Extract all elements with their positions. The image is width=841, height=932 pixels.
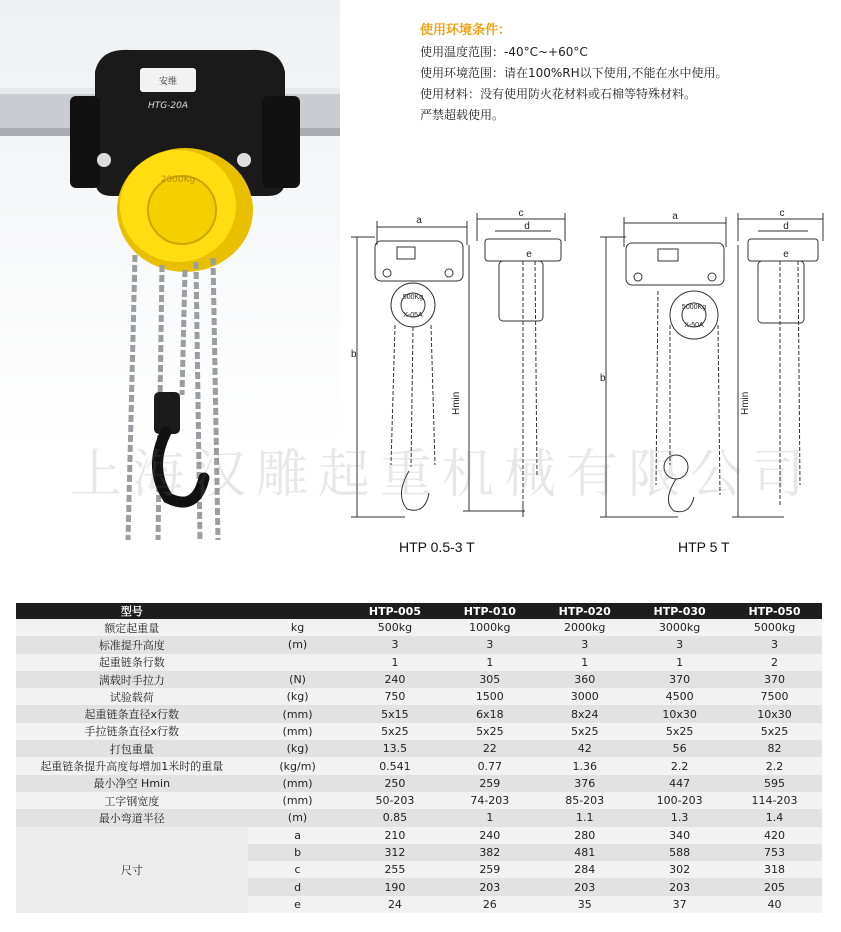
- spec-value: 1.1: [537, 809, 632, 826]
- block-model: X-50A: [684, 322, 704, 329]
- spec-value: 100-203: [632, 792, 727, 809]
- spec-name: 打包重量: [16, 740, 248, 757]
- dim-label-b: b: [600, 373, 606, 384]
- spec-row: [16, 636, 822, 653]
- spec-value: 5x25: [537, 723, 632, 740]
- spec-unit: (kg): [248, 688, 348, 705]
- spec-value: 3000kg: [632, 619, 727, 636]
- spec-value: 1: [442, 654, 537, 671]
- spec-header-row: [16, 603, 822, 619]
- spec-unit: kg: [248, 619, 348, 636]
- dimension-value: 24: [348, 896, 443, 913]
- spec-value: 42: [537, 740, 632, 757]
- dimension-value: 588: [632, 844, 727, 861]
- dimension-value: 420: [727, 827, 822, 844]
- spec-value: 240: [348, 671, 443, 688]
- condition-humidity: 使用环境范围：请在100%RH以下使用,不能在水中使用。: [420, 66, 728, 80]
- spec-value: 3: [632, 636, 727, 653]
- dim-label-d: d: [524, 221, 530, 232]
- spec-value: 1: [632, 654, 727, 671]
- spec-value: 3: [727, 636, 822, 653]
- dimension-value: 255: [348, 861, 443, 878]
- spec-value: 5000kg: [727, 619, 822, 636]
- dimension-value: 318: [727, 861, 822, 878]
- dim-label-hmin: Hmin: [740, 391, 751, 415]
- spec-value: 595: [727, 775, 822, 792]
- dimension-key: b: [248, 844, 348, 861]
- condition-material: 使用材料：没有使用防火花材料或石棉等特殊材料。: [420, 87, 697, 101]
- spec-row: [16, 809, 822, 826]
- spec-name: 最小弯道半径: [16, 809, 248, 826]
- spec-value: 22: [442, 740, 537, 757]
- spec-value: 7500: [727, 688, 822, 705]
- spec-name: 工字钢宽度: [16, 792, 248, 809]
- spec-name: 最小净空 Hmin: [16, 775, 248, 792]
- dimension-value: 40: [727, 896, 822, 913]
- spec-value: 74-203: [442, 792, 537, 809]
- spec-value: 1: [348, 654, 443, 671]
- spec-value: 370: [727, 671, 822, 688]
- spec-value: 1000kg: [442, 619, 537, 636]
- spec-row: [16, 775, 822, 792]
- spec-unit: (kg/m): [248, 757, 348, 774]
- spec-value: 259: [442, 775, 537, 792]
- dimension-value: 302: [632, 861, 727, 878]
- spec-value: 4500: [632, 688, 727, 705]
- spec-row: [16, 792, 822, 809]
- spec-row: [16, 671, 822, 688]
- block-model: X-05A: [403, 312, 423, 319]
- spec-value: 82: [727, 740, 822, 757]
- dim-label-c: c: [518, 208, 524, 219]
- spec-value: 447: [632, 775, 727, 792]
- dimension-value: 203: [632, 878, 727, 895]
- spec-value: 10x30: [727, 705, 822, 722]
- company-watermark: 上海汉雕起重机械有限公司: [70, 445, 815, 505]
- spec-value: 1: [442, 809, 537, 826]
- spec-unit: (N): [248, 671, 348, 688]
- diagram-caption: HTP 0.5-3 T: [399, 539, 475, 555]
- spec-value: 0.541: [348, 757, 443, 774]
- conditions-title: 使用环境条件：: [420, 23, 512, 38]
- spec-name: 满载时手拉力: [16, 671, 248, 688]
- dimension-value: 753: [727, 844, 822, 861]
- spec-value: 376: [537, 775, 632, 792]
- spec-value: 8x24: [537, 705, 632, 722]
- dimension-value: 37: [632, 896, 727, 913]
- spec-unit: (kg): [248, 740, 348, 757]
- dimension-value: 340: [632, 827, 727, 844]
- spec-value: 1: [537, 654, 632, 671]
- spec-value: 50-203: [348, 792, 443, 809]
- dim-label-e: e: [783, 249, 789, 260]
- spec-value: 250: [348, 775, 443, 792]
- dimension-key: d: [248, 878, 348, 895]
- dimension-value: 240: [442, 827, 537, 844]
- spec-row: [16, 740, 822, 757]
- block-rating-label: 2000Kg: [160, 175, 196, 185]
- spec-value: 5x25: [442, 723, 537, 740]
- spec-name: 标准提升高度: [16, 636, 248, 653]
- header-model: HTP-050: [727, 603, 822, 619]
- header-model: HTP-010: [442, 603, 537, 619]
- spec-value: 750: [348, 688, 443, 705]
- spec-name: 起重链条提升高度每增加1米时的重量: [16, 757, 248, 774]
- spec-value: 5x25: [727, 723, 822, 740]
- spec-row: [16, 688, 822, 705]
- usage-conditions: [420, 20, 830, 126]
- spec-value: 1.3: [632, 809, 727, 826]
- dimension-value: 203: [537, 878, 632, 895]
- dim-label-hmin: Hmin: [451, 391, 462, 415]
- dim-label-c: c: [779, 208, 785, 219]
- spec-unit: (mm): [248, 723, 348, 740]
- block-rating: 5000Kg: [681, 304, 707, 311]
- spec-value: 3: [537, 636, 632, 653]
- spec-value: 5x25: [632, 723, 727, 740]
- dimension-value: 481: [537, 844, 632, 861]
- diagram-caption: HTP 5 T: [678, 539, 730, 555]
- header-model: HTP-030: [632, 603, 727, 619]
- spec-unit: (mm): [248, 775, 348, 792]
- spec-value: 1.36: [537, 757, 632, 774]
- header-model: HTP-020: [537, 603, 632, 619]
- spec-value: 85-203: [537, 792, 632, 809]
- spec-row: [16, 619, 822, 636]
- dimension-value: 210: [348, 827, 443, 844]
- spec-value: 3: [348, 636, 443, 653]
- dimension-value: 190: [348, 878, 443, 895]
- dimension-value: 259: [442, 861, 537, 878]
- dim-label-e: e: [526, 249, 532, 260]
- spec-unit: (m): [248, 809, 348, 826]
- header-unit: [248, 603, 348, 619]
- dimension-value: 382: [442, 844, 537, 861]
- dimension-group-label: 尺寸: [16, 827, 248, 913]
- dimension-value: 35: [537, 896, 632, 913]
- spec-value: 2: [727, 654, 822, 671]
- spec-unit: [248, 654, 348, 671]
- spec-name: 额定起重量: [16, 619, 248, 636]
- spec-value: 1500: [442, 688, 537, 705]
- spec-unit: (mm): [248, 792, 348, 809]
- spec-value: 5x15: [348, 705, 443, 722]
- spec-table: [16, 603, 822, 913]
- dimension-key: a: [248, 827, 348, 844]
- spec-value: 0.77: [442, 757, 537, 774]
- spec-value: 5x25: [348, 723, 443, 740]
- spec-value: 500kg: [348, 619, 443, 636]
- spec-value: 0.85: [348, 809, 443, 826]
- spec-value: 2000kg: [537, 619, 632, 636]
- spec-value: 305: [442, 671, 537, 688]
- spec-row: [16, 654, 822, 671]
- dimension-value: 203: [442, 878, 537, 895]
- dimension-value: 280: [537, 827, 632, 844]
- dimension-row: [16, 827, 822, 844]
- dimension-value: 26: [442, 896, 537, 913]
- dim-label-d: d: [783, 221, 789, 232]
- spec-name: 起重链条行数: [16, 654, 248, 671]
- condition-temperature: 使用温度范围：-40°C~+60°C: [420, 45, 588, 59]
- dim-label-a: a: [672, 211, 678, 222]
- dimension-value: 205: [727, 878, 822, 895]
- spec-value: 10x30: [632, 705, 727, 722]
- spec-value: 3: [442, 636, 537, 653]
- spec-unit: (mm): [248, 705, 348, 722]
- spec-value: 6x18: [442, 705, 537, 722]
- dimension-key: c: [248, 861, 348, 878]
- trolley-model-label: HTG-20A: [147, 101, 189, 111]
- header-model: HTP-005: [348, 603, 443, 619]
- spec-name: 手拉链条直径x行数: [16, 723, 248, 740]
- spec-value: 13.5: [348, 740, 443, 757]
- spec-value: 3000: [537, 688, 632, 705]
- spec-value: 370: [632, 671, 727, 688]
- spec-value: 360: [537, 671, 632, 688]
- spec-value: 2.2: [727, 757, 822, 774]
- spec-unit: (m): [248, 636, 348, 653]
- spec-row: [16, 757, 822, 774]
- dim-label-a: a: [416, 215, 422, 226]
- dimension-value: 284: [537, 861, 632, 878]
- dimension-key: e: [248, 896, 348, 913]
- dim-label-b: b: [351, 349, 357, 360]
- spec-value: 56: [632, 740, 727, 757]
- block-rating: 500Kg: [402, 294, 424, 301]
- spec-row: [16, 705, 822, 722]
- spec-name: 起重链条直径x行数: [16, 705, 248, 722]
- spec-row: [16, 723, 822, 740]
- spec-name: 试验载荷: [16, 688, 248, 705]
- spec-value: 2.2: [632, 757, 727, 774]
- header-label: 型号: [16, 603, 248, 619]
- dimension-value: 312: [348, 844, 443, 861]
- trolley-brand-label: 安维: [158, 77, 178, 87]
- condition-overload: 严禁超载使用。: [420, 108, 505, 122]
- spec-value: 114-203: [727, 792, 822, 809]
- spec-value: 1.4: [727, 809, 822, 826]
